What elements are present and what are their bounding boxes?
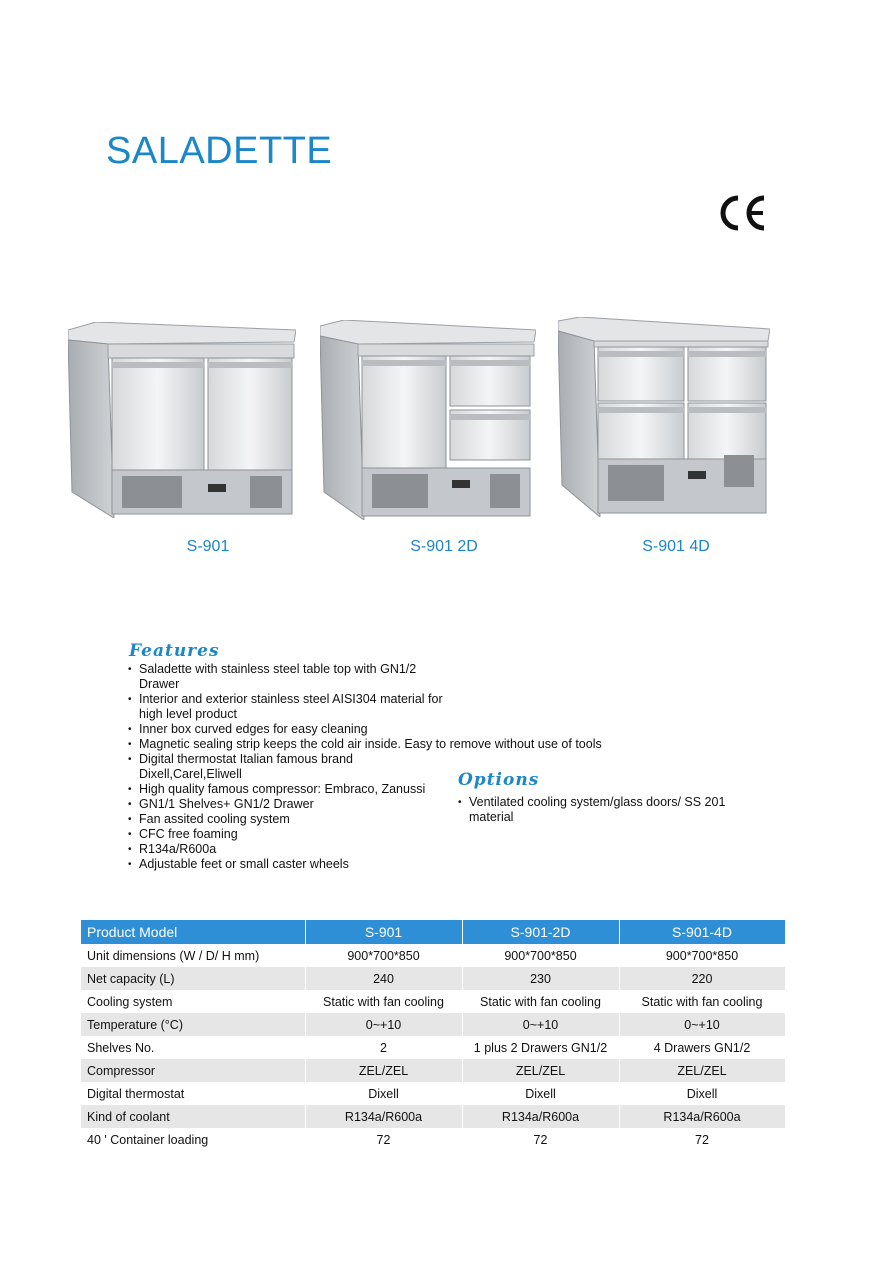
table-row <box>81 1082 785 1105</box>
table-cell: 2 <box>305 1036 462 1059</box>
table-cell: 900*700*850 <box>619 944 785 967</box>
list-item: • Adjustable feet or small caster wheels <box>128 857 448 872</box>
product-image-s-901-2d <box>320 320 536 520</box>
spec-table <box>81 920 786 1151</box>
table-cell: R134a/R600a <box>305 1105 462 1128</box>
table-cell: Net capacity (L) <box>81 967 305 990</box>
product-image-s-901-4d <box>558 317 770 517</box>
list-item: • CFC free foaming <box>128 827 448 842</box>
table-cell: 72 <box>619 1128 785 1151</box>
table-cell: Shelves No. <box>81 1036 305 1059</box>
table-cell: Kind of coolant <box>81 1105 305 1128</box>
options-list <box>458 795 733 825</box>
table-cell: R134a/R600a <box>619 1105 785 1128</box>
options-heading: Options <box>458 770 540 790</box>
table-cell: 72 <box>305 1128 462 1151</box>
table-cell: ZEL/ZEL <box>305 1059 462 1082</box>
table-header-row <box>81 920 785 944</box>
table-cell: 1 plus 2 Drawers GN1/2 <box>462 1036 619 1059</box>
table-row <box>81 1105 785 1128</box>
table-row <box>81 1128 785 1151</box>
table-cell: 40 ' Container loading <box>81 1128 305 1151</box>
table-cell: Dixell <box>462 1082 619 1105</box>
table-cell: ZEL/ZEL <box>619 1059 785 1082</box>
page-title: SALADETTE <box>106 130 333 172</box>
table-header-cell: S-901 <box>305 920 462 944</box>
table-row <box>81 1036 785 1059</box>
list-item: • R134a/R600a <box>128 842 448 857</box>
list-item: • Magnetic sealing strip keeps the cold air inside. Easy to remove without use of tools <box>128 737 448 752</box>
features-heading: Features <box>129 641 220 661</box>
table-cell: 220 <box>619 967 785 990</box>
ce-mark-logo <box>714 193 768 233</box>
table-cell: 0~+10 <box>305 1013 462 1036</box>
table-cell: Compressor <box>81 1059 305 1082</box>
product-caption: S-901 <box>186 538 230 555</box>
table-cell: 900*700*850 <box>305 944 462 967</box>
product-caption: S-901 2D <box>410 538 478 555</box>
table-header-cell: S-901-4D <box>619 920 785 944</box>
table-cell: 72 <box>462 1128 619 1151</box>
table-cell: Unit dimensions (W / D/ H mm) <box>81 944 305 967</box>
list-item: • Ventilated cooling system/glass doors/ SS 201 material <box>458 795 733 825</box>
table-cell: 900*700*850 <box>462 944 619 967</box>
list-item: • Saladette with stainless steel table top with GN1/2 Drawer <box>128 662 448 692</box>
product-caption: S-901 4D <box>642 538 710 555</box>
list-item: • Digital thermostat Italian famous brand Dixell,Carel,Eliwell <box>128 752 448 782</box>
table-row <box>81 990 785 1013</box>
table-header-cell: Product Model <box>81 920 305 944</box>
list-item: • High quality famous compressor: Embraco, Zanussi <box>128 782 448 797</box>
table-row <box>81 1013 785 1036</box>
table-row <box>81 967 785 990</box>
list-item: • Interior and exterior stainless steel AISI304 material for high level product <box>128 692 448 722</box>
table-cell: 0~+10 <box>619 1013 785 1036</box>
list-item: • GN1/1 Shelves+ GN1/2 Drawer <box>128 797 448 812</box>
table-cell: 230 <box>462 967 619 990</box>
list-item: • Inner box curved edges for easy cleaning <box>128 722 448 737</box>
table-cell: ZEL/ZEL <box>462 1059 619 1082</box>
table-cell: R134a/R600a <box>462 1105 619 1128</box>
table-row <box>81 944 785 967</box>
product-image-s-901 <box>68 322 296 518</box>
table-cell: Digital thermostat <box>81 1082 305 1105</box>
table-header-cell: S-901-2D <box>462 920 619 944</box>
table-cell: Static with fan cooling <box>619 990 785 1013</box>
table-cell: 4 Drawers GN1/2 <box>619 1036 785 1059</box>
table-cell: Dixell <box>305 1082 462 1105</box>
table-row <box>81 1059 785 1082</box>
table-cell: Cooling system <box>81 990 305 1013</box>
table-cell: Static with fan cooling <box>305 990 462 1013</box>
table-cell: Dixell <box>619 1082 785 1105</box>
table-cell: Temperature (°C) <box>81 1013 305 1036</box>
table-cell: 0~+10 <box>462 1013 619 1036</box>
list-item: • Fan assited cooling system <box>128 812 448 827</box>
table-cell: Static with fan cooling <box>462 990 619 1013</box>
table-cell: 240 <box>305 967 462 990</box>
